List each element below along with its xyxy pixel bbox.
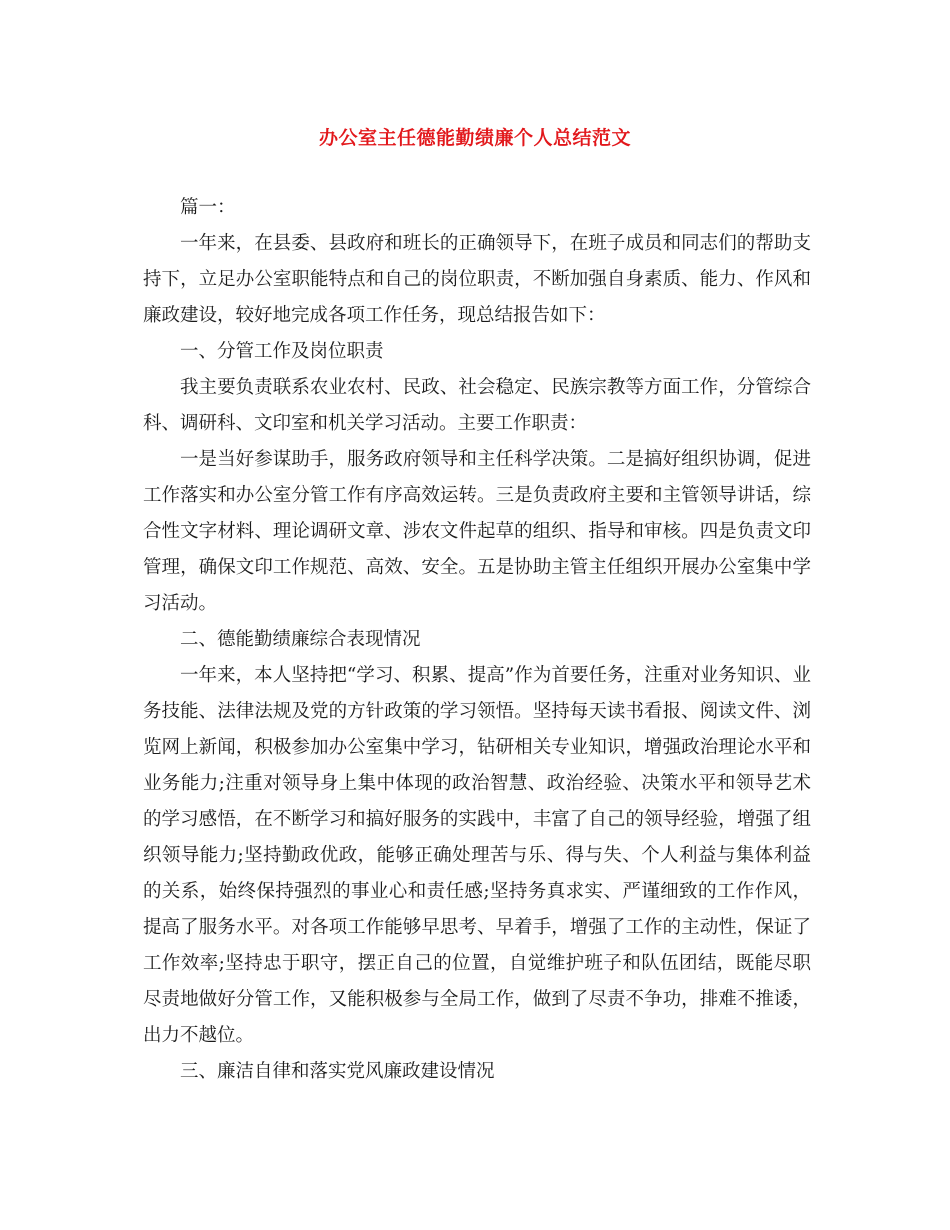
intro-paragraph: 一年来，在县委、县政府和班长的正确领导下，在班子成员和同志们的帮助支持下，立足办公室职能特点和自己的岗位职责，不断加强自身素质、能力、作风和廉政建设，较好地完成各项工作任务，现总结报告如下： xyxy=(143,233,811,326)
section-heading-2: 二、德能勤绩廉综合表现情况 xyxy=(180,629,421,650)
section-heading-3: 三、廉洁自律和落实党风廉政建设情况 xyxy=(180,1061,495,1082)
section-heading-1: 一、分管工作及岗位职责 xyxy=(180,341,384,362)
body-paragraph: 我主要负责联系农业农村、民政、社会稳定、民族宗教等方面工作，分管综合科、调研科、文印室和机关学习活动。主要工作职责： xyxy=(143,377,811,434)
body-paragraph: 一年来，本人坚持把“学习、积累、提高”作为首要任务，注重对业务知识、业务技能、法律法规及党的方针政策的学习领悟。坚持每天读书看报、阅读文件、浏览网上新闻，积极参加办公室集中学习，钻研相关专业知识，增强政治理论水平和业务能力;注重对领导身上集中体现的政治智慧、政治经验、决策水平和领导艺术的学习感悟，在不断学习和搞好服务的实践中，丰富了自己的领导经验，增强了组织领导能力;坚持勤政优政，能够正确处理苦与乐、得与失、个人利益与集体利益的关系，始终保持强烈的事业心和责任感;坚持务真求实、严谨细致的工作作风，提高了服务水平。对各项工作能够早思考、早着手，增强了工作的主动性，保证了工作效率;坚持忠于职守，摆正自己的位置，自觉维护班子和队伍团结，既能尽职尽责地做好分管工作，又能积极参与全局工作，做到了尽责不争功，排难不推诿，出力不越位。 xyxy=(143,665,811,1046)
document-body xyxy=(143,190,811,1090)
body-paragraph: 一是当好参谋助手，服务政府领导和主任科学决策。二是搞好组织协调，促进工作落实和办公室分管工作有序高效运转。三是负责政府主要和主管领导讲话，综合性文字材料、理论调研文章、涉农文件起草的组织、指导和审核。四是负责文印管理，确保文印工作规范、高效、安全。五是协助主管主任组织开展办公室集中学习活动。 xyxy=(143,449,811,614)
document-title: 办公室主任德能勤绩廉个人总结范文 xyxy=(318,127,631,149)
section-label: 篇一： xyxy=(180,197,236,218)
